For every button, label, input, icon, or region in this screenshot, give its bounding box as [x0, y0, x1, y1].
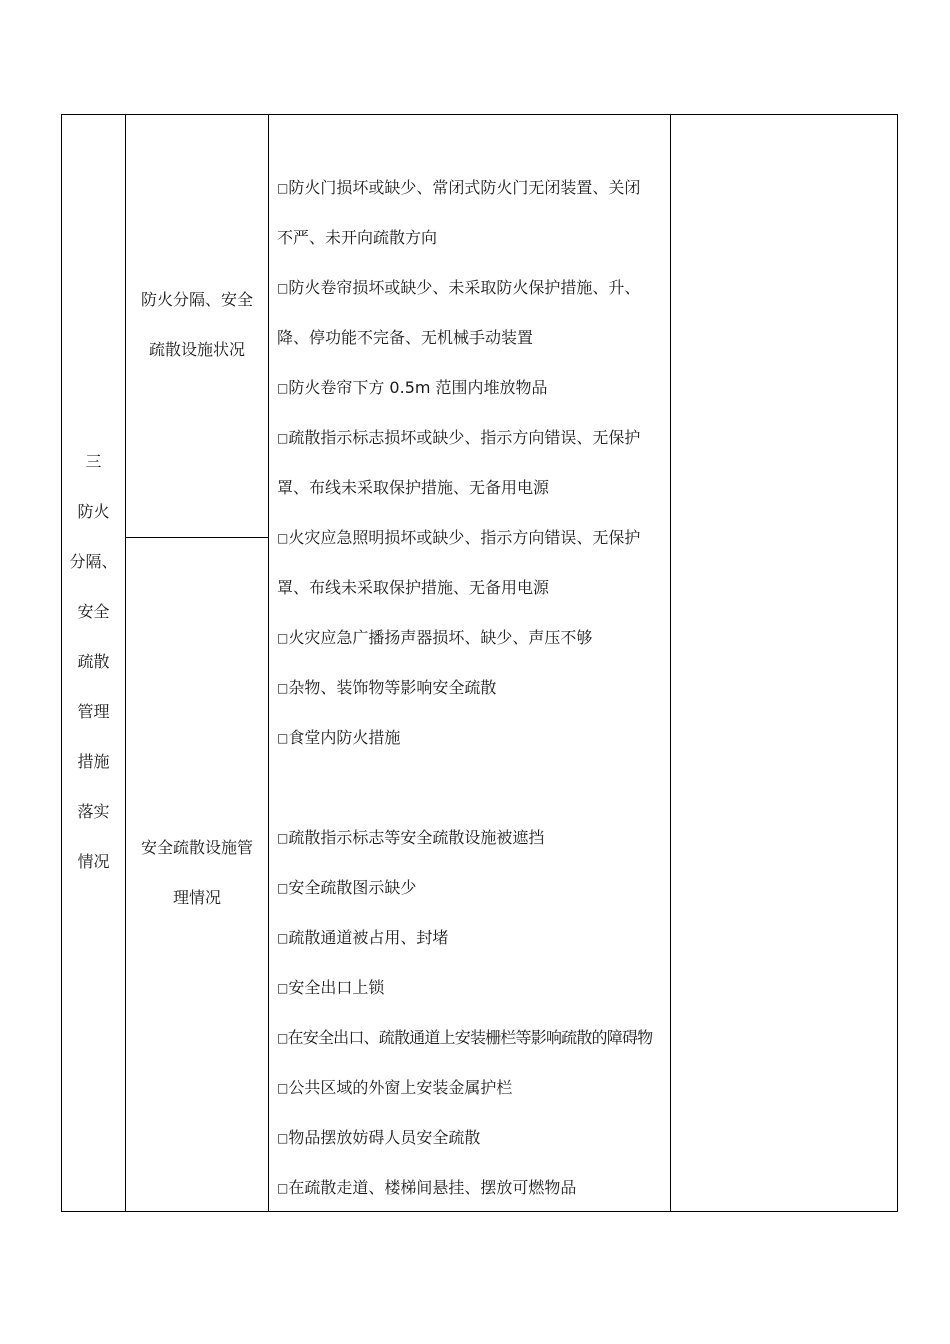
checklist-item-text: 疏散通道被占用、封堵 [288, 928, 449, 947]
checklist-item-text: 防火门损坏或缺少、常闭式防火门无闭装置、关闭 [288, 178, 641, 197]
checklist-item[interactable] [277, 363, 667, 413]
checklist-item[interactable] [277, 713, 667, 763]
checklist-item-text: 在疏散走道、楼梯间悬挂、摆放可燃物品 [288, 1178, 577, 1197]
checklist-item-text: 罩、布线未采取保护措施、无备用电源 [277, 478, 550, 497]
checklist-item[interactable] [277, 1063, 667, 1113]
checkbox-icon[interactable]: □ [277, 681, 289, 695]
checklist-item-text: 安全疏散图示缺少 [288, 878, 417, 897]
category-line: 疏散 [77, 652, 110, 671]
checkbox-icon[interactable]: □ [277, 631, 289, 645]
checkbox-icon[interactable]: □ [277, 981, 289, 995]
checklist-item-text: 在安全出口、疏散通道上安装栅栏等影响疏散的障碍物 [287, 1028, 653, 1047]
category-line: 管理 [77, 702, 110, 721]
checkbox-icon[interactable]: □ [277, 881, 289, 895]
checklist-item[interactable] [277, 263, 667, 363]
subsection-line: 安全疏散设施管 [140, 838, 253, 857]
checkbox-icon[interactable]: □ [277, 931, 289, 945]
checklist-item[interactable] [277, 1013, 667, 1063]
checkbox-icon[interactable]: □ [277, 1131, 289, 1145]
checkbox-icon[interactable]: □ [277, 831, 289, 845]
category-line: 安全 [77, 602, 110, 621]
checklist-item-text: 降、停功能不完备、无机械手动装置 [277, 328, 534, 347]
checkbox-icon[interactable]: □ [277, 1181, 289, 1195]
checklist-item[interactable] [277, 813, 667, 863]
subsection-evacuation-management [126, 823, 268, 923]
group-spacer [277, 763, 667, 813]
category-line: 情况 [77, 852, 110, 871]
checklist-item-text: 公共区域的外窗上安装金属护栏 [288, 1078, 513, 1097]
checkbox-icon[interactable]: □ [277, 531, 289, 545]
checklist-item[interactable] [277, 963, 667, 1013]
checkbox-icon[interactable]: □ [277, 381, 289, 395]
checklist-item-text: 不严、未开向疏散方向 [277, 228, 438, 247]
checkbox-icon[interactable]: □ [277, 281, 289, 295]
category-line: 落实 [77, 802, 110, 821]
checklist-item[interactable] [277, 513, 667, 613]
checklist-item-text: 罩、布线未采取保护措施、无备用电源 [277, 578, 550, 597]
checklist-item-text: 防火卷帘损坏或缺少、未采取防火保护措施、升、 [288, 278, 641, 297]
subsection-fire-separation [126, 275, 268, 375]
category-cell [62, 437, 125, 887]
subsection-divider [126, 537, 268, 538]
checklist-item[interactable] [277, 163, 667, 263]
checklist-item[interactable] [277, 613, 667, 663]
checklist-item[interactable] [277, 663, 667, 713]
checklist-item[interactable] [277, 913, 667, 963]
checkbox-icon[interactable]: □ [277, 431, 289, 445]
checklist-item-text: 火灾应急照明损坏或缺少、指示方向错误、无保护 [288, 528, 641, 547]
category-line: 三 [85, 452, 102, 471]
subsection-line: 理情况 [172, 888, 221, 907]
inspection-table [61, 114, 898, 1212]
checklist-item-text: 火灾应急广播扬声器损坏、缺少、声压不够 [288, 628, 593, 647]
category-line: 措施 [77, 752, 110, 771]
checklist [277, 163, 667, 1213]
checklist-item-text: 疏散指示标志等安全疏散设施被遮挡 [288, 828, 545, 847]
checklist-item-text: 杂物、装饰物等影响安全疏散 [288, 678, 497, 697]
checkbox-icon[interactable]: □ [277, 1081, 289, 1095]
category-line: 分隔、 [69, 552, 118, 571]
checkbox-icon[interactable]: □ [277, 731, 289, 745]
category-line: 防火 [77, 502, 110, 521]
checklist-item-text: 物品摆放妨碍人员安全疏散 [288, 1128, 481, 1147]
checkbox-icon[interactable]: □ [277, 1031, 288, 1045]
column-divider-2 [268, 115, 269, 1211]
remarks-cell[interactable] [671, 115, 897, 1211]
subsection-line: 疏散设施状况 [148, 340, 245, 359]
checklist-item[interactable] [277, 413, 667, 513]
checklist-item-text: 疏散指示标志损坏或缺少、指示方向错误、无保护 [288, 428, 641, 447]
checklist-item-text: 防火卷帘下方 0.5m 范围内堆放物品 [288, 378, 548, 397]
checklist-item[interactable] [277, 1163, 667, 1213]
checklist-item[interactable] [277, 863, 667, 913]
subsection-line: 防火分隔、安全 [140, 290, 253, 309]
checkbox-icon[interactable]: □ [277, 181, 289, 195]
checklist-item[interactable] [277, 1113, 667, 1163]
checklist-item-text: 安全出口上锁 [288, 978, 385, 997]
checklist-item-text: 食堂内防火措施 [288, 728, 401, 747]
